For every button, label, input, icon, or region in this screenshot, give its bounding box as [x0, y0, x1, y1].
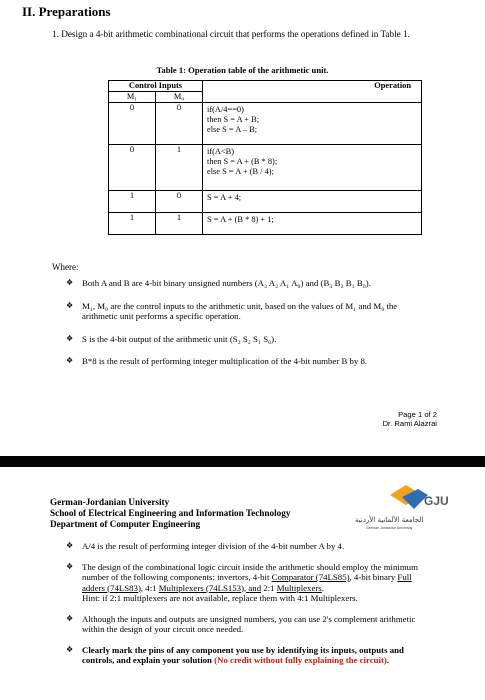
- table-row: [109, 103, 422, 145]
- where-label: Where:: [52, 262, 79, 272]
- cell-m1: 0: [109, 103, 156, 145]
- header-m0: M₀: [156, 92, 203, 103]
- list-item: [66, 356, 432, 367]
- header-m1: M₁: [109, 92, 156, 103]
- component-mux-4to1: Multiplexers (74LS153), and: [158, 582, 262, 593]
- text-run: , 4-bit binary: [349, 572, 398, 582]
- definitions-list: [66, 278, 432, 379]
- cell-m1: 1: [109, 191, 156, 213]
- logo-arabic: الجامعة الألمانية الأردنية: [355, 516, 424, 524]
- text-run: .: [321, 582, 324, 593]
- list-item: [66, 278, 432, 289]
- list-item: [66, 562, 436, 604]
- cell-m0: 1: [156, 213, 203, 235]
- text-run: The design of the combinational logic circuit inside the arithmetic should employ the minimum number of the following components: invertors, 4-bit: [82, 561, 418, 582]
- university-name: German-Jordanian University: [50, 497, 170, 507]
- bullet-text: B*8 is the result of performing integer multiplication of the 4-bit number B by 8.: [82, 356, 368, 366]
- hint-text: Hint: if 2:1 multiplexers are not available, replace them with 4:1 Multiplexers.: [82, 593, 358, 603]
- bullet-text: Both A and B are 4-bit binary unsigned numbers (A₃ A₂ A₁ A₀) and (B₃ B₂ B₁ B₀).: [82, 278, 371, 288]
- op-line: then S = A + B;: [207, 115, 260, 124]
- diamond-bullet-icon: ❖: [66, 356, 74, 365]
- op-line: else S = A – B;: [207, 125, 258, 134]
- text-run: .: [386, 655, 390, 665]
- text-run: 2:1: [261, 582, 277, 593]
- op-line: if(A/4==0): [207, 105, 244, 114]
- text-run: Clearly mark the pins of any component you use by identifying its inputs, outputs and controls, and explain your solution: [82, 644, 404, 665]
- text-run: , 4:1: [140, 582, 159, 593]
- component-mux-2to1: Multiplexers: [276, 582, 322, 593]
- table-row: [109, 213, 422, 235]
- diamond-bullet-icon: ❖: [66, 561, 74, 571]
- cell-operation: [203, 103, 422, 145]
- component-comparator: Comparator (74LS85): [271, 572, 350, 582]
- gju-logo: [355, 483, 460, 535]
- table-caption: Table 1: Operation table of the arithmetic unit.: [156, 65, 329, 75]
- requirements-list: [66, 541, 436, 676]
- operation-table: [108, 80, 422, 235]
- list-item: [66, 541, 436, 552]
- page-separator-bar: [0, 456, 485, 467]
- bullet-text: A/4 is the result of performing integer division of the 4-bit number A by 4.: [82, 541, 345, 551]
- cell-m0: 1: [156, 145, 203, 191]
- department-name: Department of Computer Engineering: [50, 519, 201, 529]
- cell-operation: [203, 145, 422, 191]
- cell-m1: 0: [109, 145, 156, 191]
- table-row: [109, 145, 422, 191]
- op-line: then S = A + (B * 8);: [207, 157, 278, 166]
- diamond-bullet-icon: ❖: [66, 613, 74, 623]
- cell-operation: [203, 191, 422, 213]
- logo-english: German Jordanian University: [366, 526, 413, 530]
- school-name: School of Electrical Engineering and Information Technology: [50, 508, 291, 518]
- component-full-adders: Full adders (74LS83): [82, 572, 412, 593]
- list-item: [66, 334, 432, 345]
- diamond-bullet-icon: ❖: [66, 541, 74, 550]
- diamond-bullet-icon: ❖: [66, 278, 74, 287]
- cell-m1: 1: [109, 213, 156, 235]
- cell-m0: 0: [156, 103, 203, 145]
- list-item: [66, 645, 436, 666]
- question-1-text: 1. Design a 4-bit arithmetic combinational circuit that performs the operations defined in Table 1.: [52, 29, 410, 39]
- page-footer: [383, 410, 437, 428]
- list-item: [66, 301, 432, 322]
- bullet-text: [82, 562, 418, 604]
- bullet-text: [82, 645, 404, 666]
- university-header: [50, 497, 290, 530]
- header-operation: Operation: [203, 81, 422, 103]
- header-control-inputs: Control Inputs: [109, 81, 203, 92]
- section-title: II. Preparations: [22, 4, 111, 19]
- page-number: Page 1 of 2: [398, 410, 437, 419]
- logo-abbr: GJU: [424, 494, 449, 508]
- op-line: S = A + (B * 8) + 1;: [207, 215, 274, 224]
- op-line: if(A<B): [207, 147, 235, 156]
- op-line: else S = A + (B / 4);: [207, 167, 274, 176]
- warning-text: (No credit without fully explaining the circuit): [214, 655, 387, 665]
- table-row: [109, 191, 422, 213]
- op-line: S = A + 4;: [207, 193, 242, 202]
- list-item: [66, 614, 436, 635]
- bullet-text: Although the inputs and outputs are unsigned numbers, you can use 2's complement arithmetic within the design of your circuit once needed.: [82, 613, 416, 634]
- bullet-text: S is the 4-bit output of the arithmetic unit (S₃ S₂ S₁ S₀).: [82, 333, 277, 344]
- diamond-bullet-icon: ❖: [66, 644, 74, 654]
- cell-m0: 0: [156, 191, 203, 213]
- diamond-bullet-icon: ❖: [66, 333, 74, 343]
- author-name: Dr. Rami Alazrai: [382, 419, 437, 428]
- bullet-text: M₁, M₀ are the control inputs to the arithmetic unit, based on the values of M₁ and M₀ the arithmetic unit performs a specific operation.: [82, 300, 398, 321]
- cell-operation: [203, 213, 422, 235]
- diamond-bullet-icon: ❖: [66, 300, 74, 310]
